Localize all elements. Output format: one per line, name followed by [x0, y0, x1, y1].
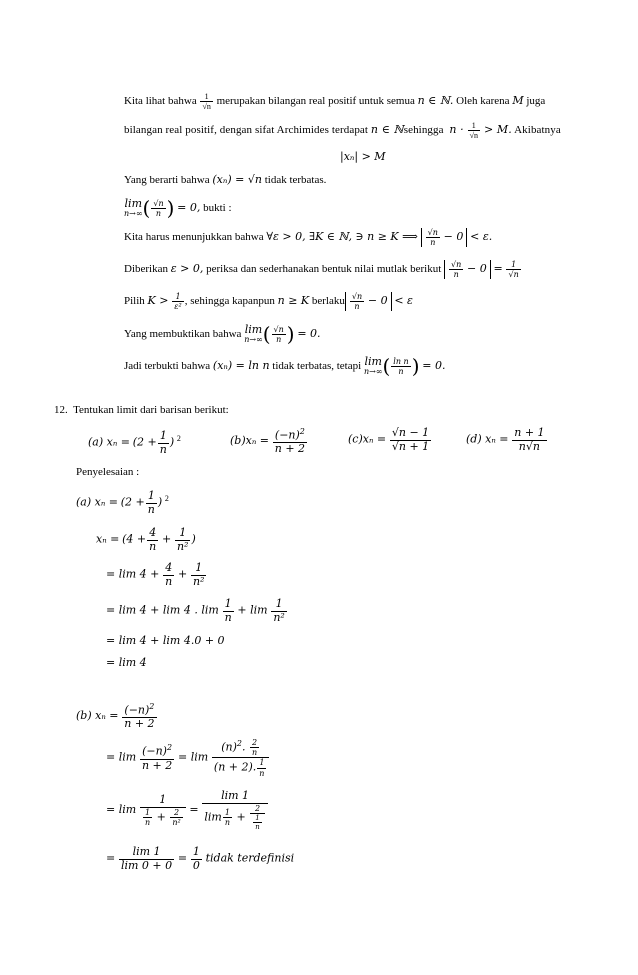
limit-operator: lim n→∞: [124, 197, 143, 219]
problem-a: (a) xₙ = (2 + $\frac{1}{n}$ ) $^2$: [88, 429, 181, 456]
absolute-value: $\frac{√n}{n}$ − 0: [421, 228, 468, 247]
sol-a-line-3: = lim 4 + $\frac{4}{n}$ + $\frac{1}{\text{n²}}$: [106, 561, 205, 588]
fraction: $\frac{√n}{n}$: [273, 324, 284, 344]
problem-d: (d) xₙ = $\frac{n + 1}{n√n}$: [466, 426, 545, 453]
fraction: $\frac{1}{n}$: [159, 429, 167, 456]
limit-line-5: lim n→∞ ( $\frac{√n}{n}$ ) = 0, bukti :: [124, 196, 232, 220]
problem-b: (b)xₙ = $\frac{(-n)^2}{n + 2}$: [230, 427, 306, 456]
text-line-6: Kita harus menunjukkan bahwa ∀ε > 0, ∃K ∈ ℕ, ∋ n ≥ K ⟹ $\frac{√n}{n}$ − 0 < ε.: [124, 228, 493, 248]
text-line-7: Diberikan ε > 0, periksa dan sederhanakan bentuk nilai mutlak berikut $\frac{√n}{n}$ − 0 = $\frac{1}{√n}$: [124, 260, 519, 280]
fraction: $\frac{1}{n}$: [147, 489, 155, 516]
problem-c: (c)xₙ = $\frac{√n - 1}{√n + 1}$: [348, 426, 430, 453]
text-line-10: Jadi terbukti bahwa (xₙ) = ln n tidak terbatas, tetapi lim n→∞ ( $\frac{\text{ln n}}{n}$ ) = 0.: [124, 354, 446, 378]
sol-b-line-1: (b) xₙ = $\frac{(-n)^2}{n + 2}$: [76, 702, 155, 731]
fraction: $\frac{√n}{n}$: [153, 198, 164, 218]
sol-b-line-3: = lim 1 $\frac{1}{n}$ + $\frac{2}{\text{n²}}$ = lim 1 lim $\frac{1}{n}$ + $\frac{2}{\frac{1}{n}}$: [106, 790, 269, 831]
solution-label: Penyelesaian :: [76, 466, 140, 478]
fraction: $\frac{1}{\text{ε²}}$: [174, 292, 182, 312]
problem-heading: 12. Tentukan limit dari barisan berikut:: [54, 404, 229, 416]
fraction: $\frac{1}{√n}$: [508, 260, 519, 280]
sol-a-line-1: (a) xₙ = (2 + $\frac{1}{n}$ ) $^2$: [76, 489, 169, 516]
formula-abs-xn: |xₙ| > M: [340, 150, 386, 163]
fraction: $\frac{1}{√n}$: [202, 92, 211, 112]
fraction: $\frac{√n - 1}{√n + 1}$: [391, 426, 430, 453]
sol-a-line-2: xₙ = (4 + $\frac{4}{n}$ + $\frac{1}{\text{n²}}$ ): [96, 526, 196, 553]
fraction: $\frac{\text{ln n}}{n}$: [393, 356, 409, 376]
text-line-1: Kita lihat bahwa $\frac{1}{√n}$ merupakan bilangan real positif untuk semua n ∈ ℕ. Oleh karena M juga: [124, 92, 546, 112]
absolute-value: $\frac{√n}{n}$ − 0: [345, 292, 392, 311]
text-line-9: Yang membuktikan bahwa lim n→∞ ( $\frac{√n}{n}$ ) = 0.: [124, 322, 321, 346]
limit-operator: lim n→∞: [363, 355, 383, 377]
limit-operator: lim n→∞: [244, 323, 263, 345]
text-line-4: Yang berarti bahwa (xₙ) = √n tidak terbatas.: [124, 173, 327, 186]
fraction: $\frac{1}{√n}$: [469, 121, 479, 141]
text-line-8: Pilih K > $\frac{1}{\text{ε²}}$ , sehingga kapanpun n ≥ K berlaku $\frac{√n}{n}$ − 0 < ε: [124, 292, 413, 312]
fraction: $\frac{(-n)^2}{n + 2}$: [274, 427, 306, 456]
sol-a-line-6: = lim 4: [106, 656, 147, 669]
text: Kita lihat bahwa: [124, 95, 197, 108]
fraction: $\frac{n + 1}{n√n}$: [514, 426, 545, 453]
absolute-value: $\frac{√n}{n}$ − 0: [444, 260, 491, 279]
sol-b-line-4: = $\frac{\lim 1}{\lim 0 + 0}$ = $\frac{1}{0}$ tidak terdefinisi: [106, 845, 295, 872]
sol-a-line-4: = lim 4 + lim 4 . lim $\frac{1}{n}$ + lim $\frac{1}{\text{n²}}$: [106, 597, 285, 624]
sol-b-line-2: = lim $\frac{(-n)^2}{n + 2}$ = lim $(n)^2$. $\frac{2}{n}$ (n + 2). $\frac{1}{n}$: [106, 738, 270, 778]
sol-a-line-5: = lim 4 + lim 4.0 + 0: [106, 634, 225, 647]
text-line-2: bilangan real positif, dengan sifat Archimides terdapat n ∈ ℕsehingga n · $\frac{1}{√n}$ > M. Akibatnya: [124, 121, 561, 141]
